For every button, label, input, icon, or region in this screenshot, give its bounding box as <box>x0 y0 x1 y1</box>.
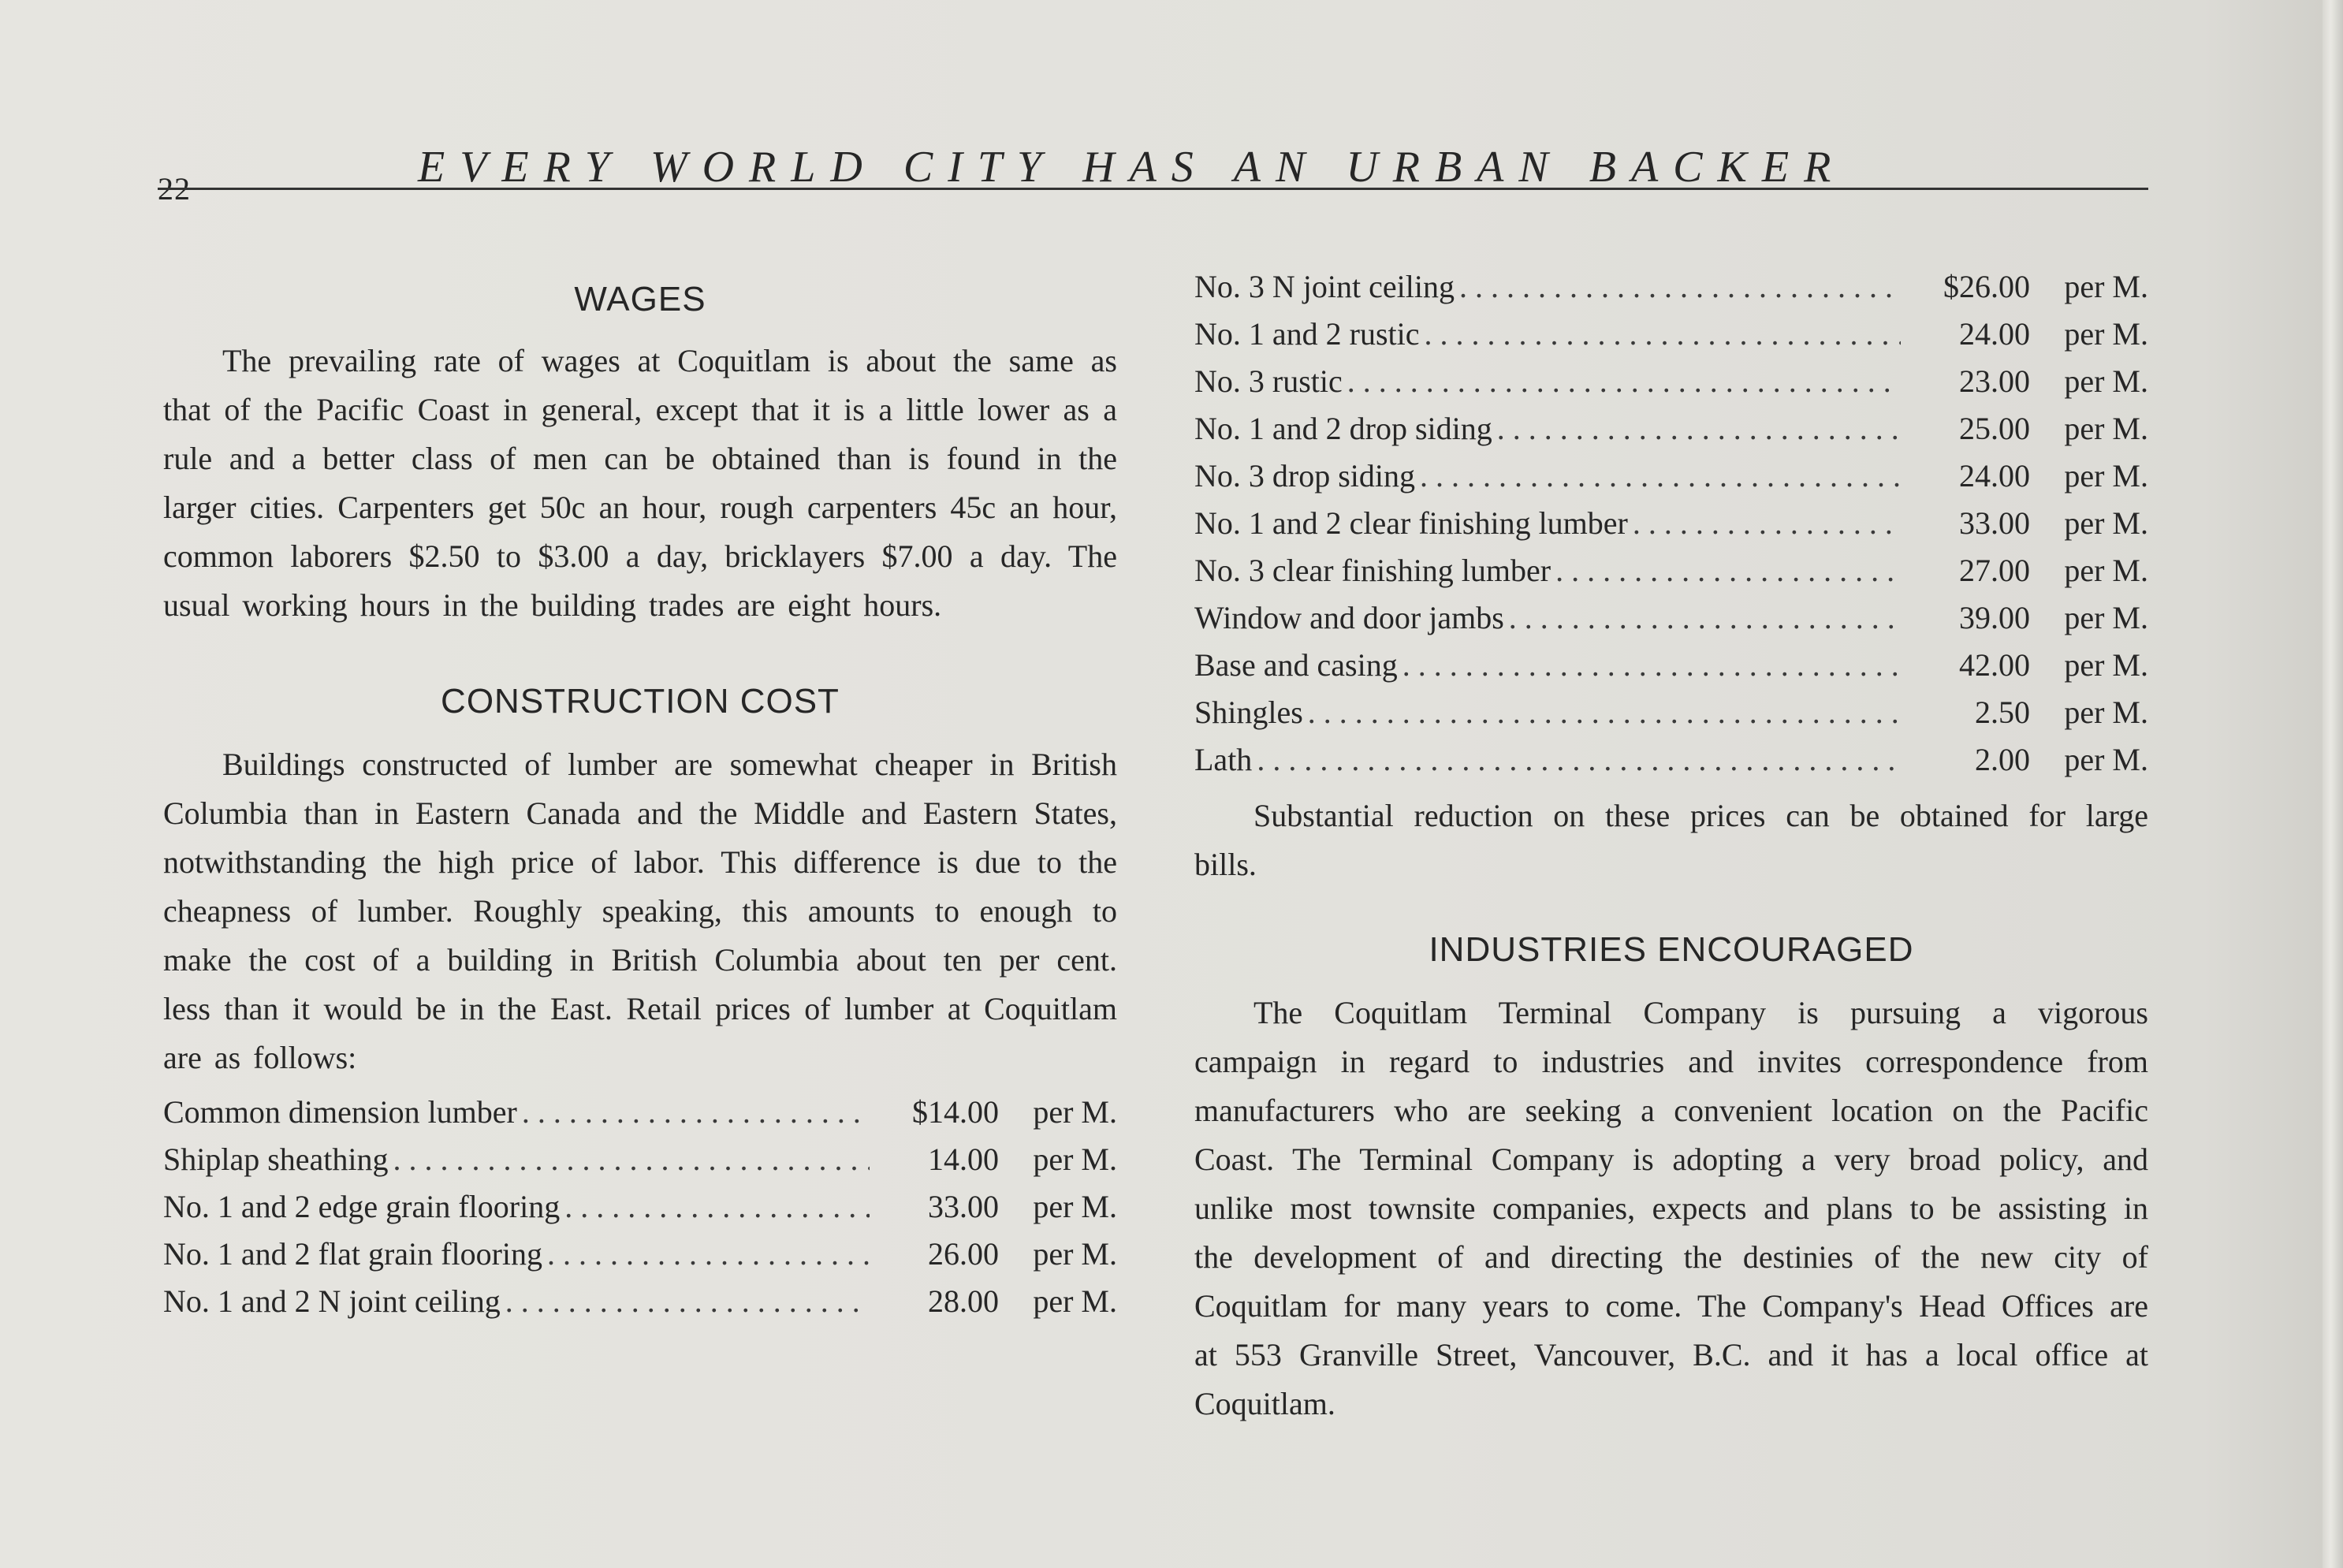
price-value: 33.00 <box>928 1189 999 1224</box>
price-value: 23.00 <box>1959 363 2030 399</box>
price-unit: per M. <box>1033 1236 1117 1272</box>
price-item: Shiplap sheathing <box>163 1142 389 1177</box>
price-reduction-note: Substantial reduction on these prices can be obtained for large bills. <box>1194 798 2148 882</box>
price-unit: per M. <box>2064 647 2148 683</box>
price-unit: per M. <box>1033 1189 1117 1224</box>
price-unit: per M. <box>2064 458 2148 493</box>
price-item: Shingles <box>1194 695 1303 730</box>
price-item: No. 1 and 2 rustic <box>1194 316 1420 352</box>
dot-leader <box>1347 358 1901 405</box>
price-value: 25.00 <box>1959 411 2030 446</box>
industries-heading: INDUSTRIES ENCOURAGED <box>1429 930 1914 969</box>
dot-leader <box>547 1231 870 1278</box>
dot-leader <box>522 1089 870 1136</box>
price-row <box>1194 642 2148 689</box>
price-row <box>1194 311 2148 358</box>
price-item: No. 1 and 2 clear finishing lumber <box>1194 505 1628 541</box>
price-unit: per M. <box>2064 411 2148 446</box>
price-value: 42.00 <box>1959 647 2030 683</box>
dot-leader <box>1402 642 1901 689</box>
price-unit: per M. <box>1033 1283 1117 1319</box>
price-value: 14.00 <box>928 1142 999 1177</box>
price-unit: per M. <box>2064 316 2148 352</box>
price-value: 2.50 <box>1975 695 2030 730</box>
dot-leader <box>1425 311 1901 358</box>
construction-cost-heading: CONSTRUCTION COST <box>441 682 840 721</box>
price-value: 39.00 <box>1959 600 2030 635</box>
price-item: No. 1 and 2 flat grain flooring <box>163 1236 542 1272</box>
price-value: 24.00 <box>1959 458 2030 493</box>
price-unit: per M. <box>2064 553 2148 588</box>
dot-leader <box>1459 263 1901 311</box>
price-row <box>1194 263 2148 311</box>
price-row <box>163 1136 1117 1183</box>
right-column <box>1194 237 2148 1428</box>
price-unit: per M. <box>2064 505 2148 541</box>
lumber-price-list-left <box>163 1089 1117 1325</box>
price-unit: per M. <box>2064 269 2148 304</box>
price-item: No. 3 clear finishing lumber <box>1194 553 1551 588</box>
price-unit: per M. <box>2064 600 2148 635</box>
price-row <box>1194 689 2148 736</box>
left-column <box>163 237 1117 1325</box>
dot-leader <box>1308 689 1901 736</box>
price-row <box>1194 358 2148 405</box>
header-rule <box>158 188 2148 190</box>
price-value: 24.00 <box>1959 316 2030 352</box>
dot-leader <box>1257 736 1901 784</box>
dot-leader <box>1555 547 1901 594</box>
price-item: No. 1 and 2 N joint ceiling <box>163 1283 501 1319</box>
price-unit: per M. <box>1033 1094 1117 1130</box>
price-row <box>1194 594 2148 642</box>
price-unit: per M. <box>2064 363 2148 399</box>
price-row <box>1194 453 2148 500</box>
dot-leader <box>1633 500 1901 547</box>
dot-leader <box>1497 405 1901 453</box>
price-value: 28.00 <box>928 1283 999 1319</box>
page-number: 22 <box>158 171 191 207</box>
price-row <box>1194 405 2148 453</box>
dot-leader <box>1509 594 1901 642</box>
price-row <box>163 1183 1117 1231</box>
price-value: 27.00 <box>1959 553 2030 588</box>
price-row <box>163 1278 1117 1325</box>
price-value: 26.00 <box>928 1236 999 1272</box>
price-row <box>163 1089 1117 1136</box>
price-value: $26.00 <box>1943 269 2030 304</box>
price-item: Window and door jambs <box>1194 600 1504 635</box>
price-item: No. 1 and 2 edge grain flooring <box>163 1189 561 1224</box>
price-unit: per M. <box>2064 742 2148 777</box>
price-item: No. 3 N joint ceiling <box>1194 269 1455 304</box>
price-row <box>1194 500 2148 547</box>
price-row <box>1194 736 2148 784</box>
lumber-price-list-right <box>1194 263 2148 784</box>
price-row <box>1194 547 2148 594</box>
wages-heading: WAGES <box>574 280 706 318</box>
dot-leader <box>505 1278 870 1325</box>
price-value: 33.00 <box>1959 505 2030 541</box>
wages-paragraph: The prevailing rate of wages at Coquitlam is about the same as that of the Pacific Coast in general, except that it is a little lower as a rule and a better class of men can be obtained than is found in the larger cities. Carpenters get 50c an hour, rough carpenters 45c an hour, common laborers $2.50 to $3.00 a day, bricklayers $7.00 a day. The usual working hours in the building trades are eight hours. <box>163 343 1117 623</box>
price-item: Base and casing <box>1194 647 1398 683</box>
price-item: No. 3 drop siding <box>1194 458 1415 493</box>
price-row <box>163 1231 1117 1278</box>
price-item: Lath <box>1194 742 1253 777</box>
price-unit: per M. <box>2064 695 2148 730</box>
price-value: 2.00 <box>1975 742 2030 777</box>
page-binding-edge <box>2323 0 2343 1568</box>
price-unit: per M. <box>1033 1142 1117 1177</box>
price-value: $14.00 <box>912 1094 999 1130</box>
dot-leader <box>564 1183 870 1231</box>
price-item: Common dimension lumber <box>163 1094 517 1130</box>
price-item: No. 3 rustic <box>1194 363 1343 399</box>
construction-cost-paragraph: Buildings constructed of lumber are somewhat cheaper in British Columbia than in Eastern Canada and the Middle and Eastern States, notwithstanding the high price of labor. This difference is due to the cheapness of lumber. Roughly speaking, this amounts to enough to make the cost of a building in British Columbia about ten per cent. less than it would be in the East. Retail prices of lumber at Coquitlam are as follows: <box>163 747 1117 1075</box>
dot-leader <box>1420 453 1901 500</box>
industries-paragraph: The Coquitlam Terminal Company is pursuing a vigorous campaign in regard to industries and invites correspondence from manufacturers who are seeking a convenient location on the Pacific Coast. The Terminal Company is adopting a very broad policy, and unlike most townsite companies, expects and plans to be assisting in the development of and directing the destinies of the new city of Coquitlam for many years to come. The Company's Head Offices are at 553 Granville Street, Vancouver, B.C. and it has a local office at Coquitlam. <box>1194 995 2148 1421</box>
price-item: No. 1 and 2 drop siding <box>1194 411 1492 446</box>
running-title: EVERY WORLD CITY HAS AN URBAN BACKER <box>418 143 1846 192</box>
dot-leader <box>393 1136 870 1183</box>
